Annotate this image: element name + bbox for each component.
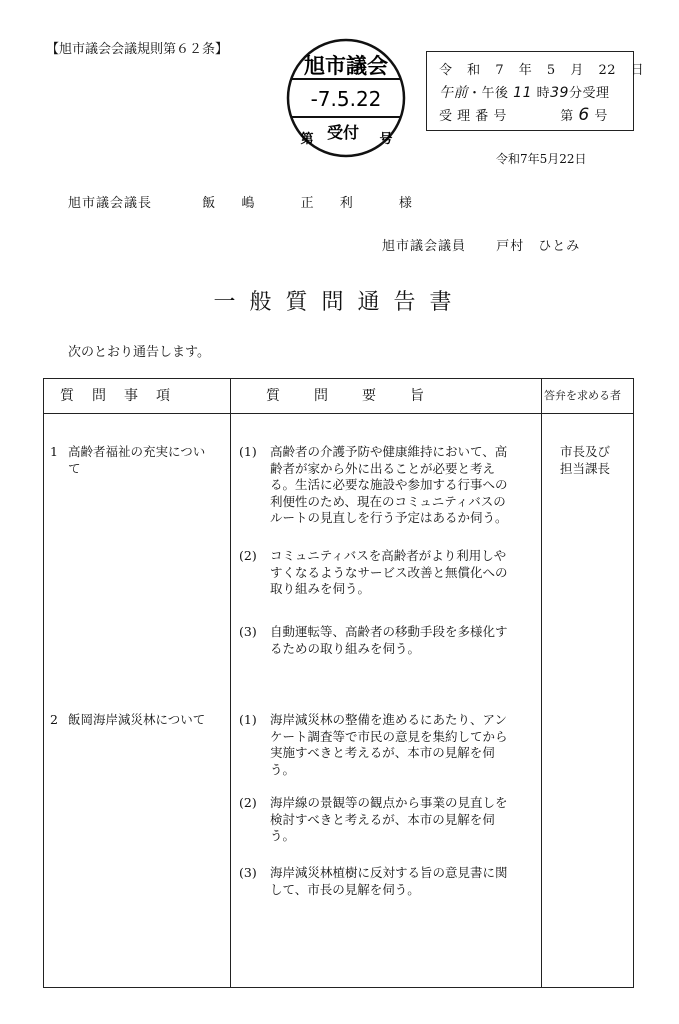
- header-respondent: 答弁を求める者: [544, 389, 621, 402]
- point-number: (3): [239, 624, 257, 639]
- stamp-side-left: 第: [300, 132, 314, 147]
- receipt-text: 時: [536, 86, 551, 101]
- point-text: [270, 865, 508, 898]
- subject-line: て: [68, 460, 81, 476]
- point-line: すくなるようなサービス改善と無償化への: [270, 564, 508, 580]
- sender: [382, 235, 580, 254]
- receipt-text: 月: [570, 63, 584, 78]
- receipt-text: 第: [560, 109, 574, 124]
- point-text: [270, 444, 508, 527]
- receipt-box: [426, 51, 645, 131]
- point-line: ケート調査等で市民の意見を集約してから: [270, 728, 508, 744]
- point-number: (2): [239, 795, 257, 810]
- point-number: (1): [239, 444, 257, 459]
- receipt-text: ・午後: [468, 86, 509, 101]
- addressee-role: 旭市議会議長: [68, 196, 153, 211]
- header-summary: 質 問 要 旨: [266, 388, 426, 404]
- point-text: [270, 624, 508, 657]
- item-subject: [68, 712, 228, 729]
- point-number: (3): [239, 865, 257, 880]
- point-text: [270, 795, 508, 845]
- document-date: 令和7年5月22日: [496, 152, 587, 166]
- receipt-date-line: [439, 61, 645, 81]
- point-line: 利便性のため、現在のコミュニティバスの: [270, 493, 506, 509]
- point-line: 実施すべきと考えるが、本市の見解を伺: [270, 745, 495, 760]
- receipt-text: 年: [518, 63, 533, 78]
- table-divider: [541, 379, 542, 987]
- receipt-text: 5: [546, 63, 556, 78]
- handwritten-number: 6: [578, 105, 590, 125]
- subject-line: 飯岡海岸減災林について: [68, 712, 206, 727]
- intro-text: 次のとおり通告します。: [68, 345, 210, 360]
- point-line: ルートの見直しを行う予定はあるか伺う。: [270, 510, 508, 525]
- point-line: 海岸減災林植樹に反対する旨の意見書に関: [270, 865, 508, 880]
- reception-stamp: [283, 35, 409, 161]
- point-number: (1): [239, 712, 257, 727]
- sender-name: 戸村 ひとみ: [496, 239, 581, 254]
- point-line: 海岸減災林の整備を進めるにあたり、アン: [270, 712, 508, 727]
- item-subject: [68, 444, 228, 477]
- table-header-divider: [44, 413, 633, 414]
- receipt-text: 日: [630, 63, 645, 78]
- stamp-side-right: 号: [379, 132, 393, 147]
- point-line: るための取り組みを伺う。: [270, 640, 421, 656]
- header-subject: 質 問 事 項: [60, 388, 172, 404]
- point-line: 齢者が家から外に出ることが必要と考え: [270, 460, 496, 476]
- addressee-name-char: 嶋: [241, 196, 256, 211]
- respondent-line: 市長及び: [560, 444, 611, 459]
- addressee-honorific: 様: [398, 196, 413, 211]
- receipt-text: 受 理 番 号: [439, 109, 507, 124]
- subject-line: 高齢者福祉の充実につい: [68, 444, 206, 459]
- point-line: 高齢者の介護予防や健康維持において、高: [270, 444, 508, 459]
- rule-reference: 【旭市議会会議規則第６２条】: [46, 42, 229, 57]
- stamp-label: 受付: [326, 123, 360, 142]
- point-text: [270, 548, 508, 598]
- receipt-text: 令: [439, 63, 453, 78]
- point-line: 取り組みを伺う。: [270, 581, 371, 596]
- receipt-text: 分受理: [568, 86, 610, 101]
- point-line: 海岸線の景観等の観点から事業の見直しを: [270, 795, 508, 810]
- receipt-text: 7: [495, 63, 505, 78]
- receipt-text: 和: [467, 63, 481, 78]
- stamp-title: 旭市議会: [304, 54, 388, 78]
- point-number: (2): [239, 548, 257, 563]
- point-line: う。: [270, 761, 296, 777]
- table-divider: [230, 379, 231, 987]
- handwritten-minute: 39: [550, 85, 569, 101]
- point-line: る。生活に必要な施設や参加する行事への: [270, 477, 508, 492]
- point-line: 検討すべきと考えるが、本市の見解を伺: [270, 811, 495, 827]
- item-number: 2: [50, 712, 58, 727]
- handwritten-hour: 11: [513, 85, 532, 101]
- point-text: [270, 712, 508, 778]
- stamp-date: -7.5.22: [310, 87, 382, 111]
- stamp-graphic: [283, 35, 409, 161]
- point-line: 自動運転等、高齢者の移動手段を多様化す: [270, 624, 508, 639]
- sender-role: 旭市議会議員: [382, 239, 467, 254]
- addressee-name-char: 飯: [202, 196, 217, 211]
- document-title: 一般質問通告書: [213, 290, 466, 315]
- point-line: コミュニティバスを高齢者がより利用しや: [270, 548, 507, 563]
- respondent-line: 担当課長: [560, 460, 611, 476]
- receipt-number-line: [439, 105, 625, 125]
- receipt-text: 22: [598, 63, 617, 78]
- item-respondent: [560, 444, 610, 477]
- handwritten-am: 午前: [439, 85, 468, 101]
- receipt-text: 号: [594, 109, 608, 124]
- receipt-time-line: [439, 83, 625, 103]
- addressee-name-char: 正: [300, 196, 315, 211]
- item-number: 1: [50, 444, 58, 459]
- addressee: [68, 192, 413, 211]
- point-line: して、市長の見解を伺う。: [270, 881, 420, 897]
- point-line: う。: [270, 828, 296, 843]
- question-table: [43, 378, 634, 988]
- addressee-name-char: 利: [339, 196, 354, 211]
